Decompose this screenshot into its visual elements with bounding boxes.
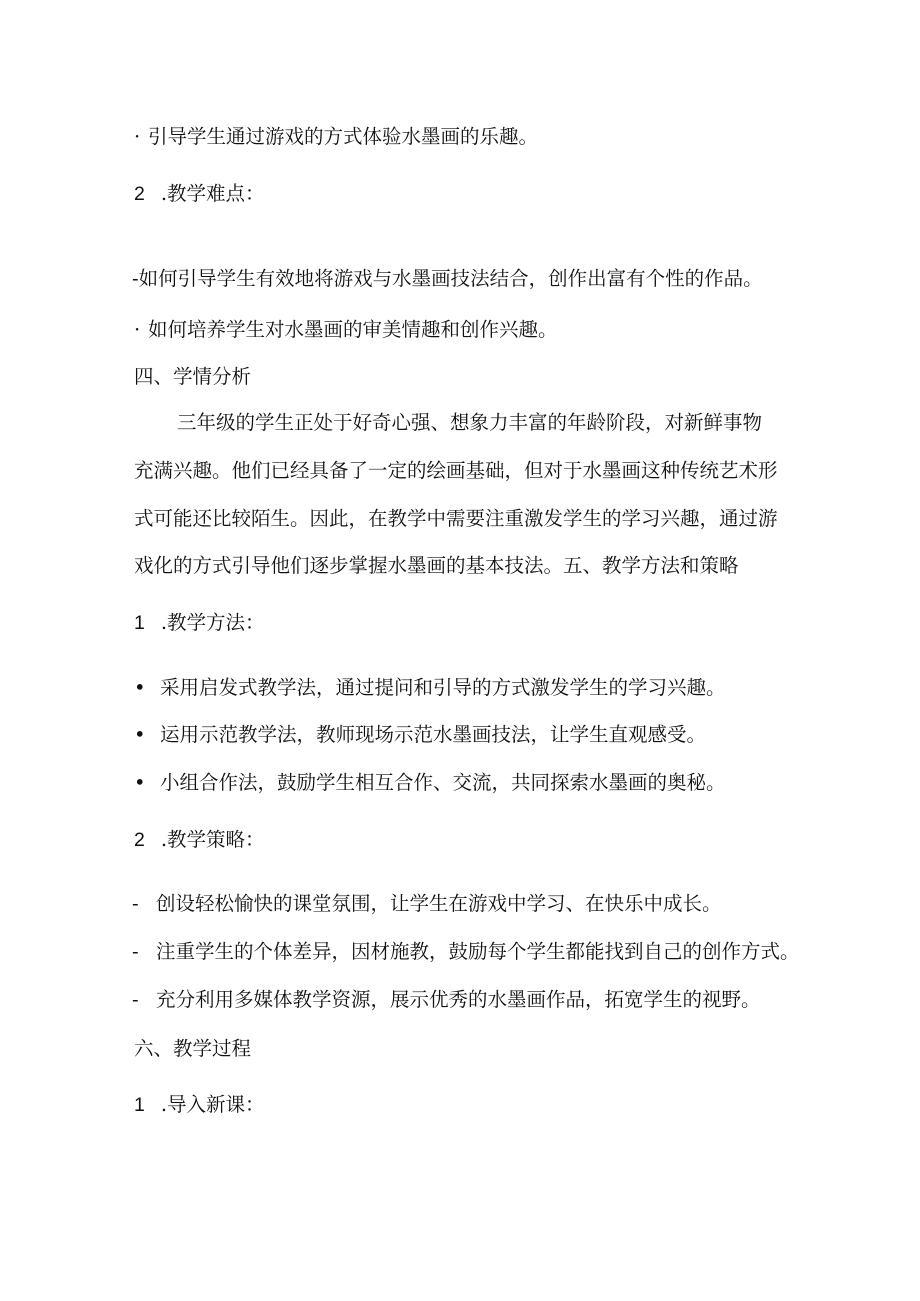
line-text: 充分利用多媒体教学资源，展示优秀的水墨画作品，拓宽学生的视野。 <box>156 988 761 1011</box>
line-text: 小组合作法，鼓励学生相互合作、交流，共同探索水墨画的奥秘。 <box>160 771 726 794</box>
dash-marker: - <box>132 892 139 915</box>
bullet-line <box>134 722 706 748</box>
subheading-new-lesson <box>134 1092 265 1118</box>
line-text: 充满兴趣。他们已经具备了一定的绘画基础，但对于水墨画这种传统艺术形 <box>134 459 778 482</box>
bullet-marker: • <box>134 676 146 699</box>
dash-marker: - <box>132 267 139 290</box>
line-text: .导入新课： <box>160 1093 265 1116</box>
line-text: 采用启发式教学法，通过提问和引导的方式激发学生的学习兴趣。 <box>160 676 726 699</box>
line-text: 戏化的方式引导他们逐步掌握水墨画的基本技法。五、教学方法和策略 <box>134 554 739 577</box>
paragraph-line <box>177 410 762 436</box>
line-text: 如何引导学生有效地将游戏与水墨画技法结合，创作出富有个性的作品。 <box>138 267 763 290</box>
bullet-marker: • <box>134 723 146 746</box>
line-text: 引导学生通过游戏的方式体验水墨画的乐趣。 <box>148 125 539 148</box>
line-text: .教学策略： <box>160 828 265 851</box>
line-text: 创设轻松愉快的课堂氛围，让学生在游戏中学习、在快乐中成长。 <box>156 892 722 915</box>
paragraph-line <box>134 553 739 579</box>
bullet-line <box>134 770 726 796</box>
bullet-marker: · <box>134 318 141 341</box>
line-text: 运用示范教学法，教师现场示范水墨画技法，让学生直观感受。 <box>160 723 707 746</box>
section-number: 1 <box>134 1094 145 1116</box>
dash-line <box>132 266 763 292</box>
line-text: 如何培养学生对水墨画的审美情趣和创作兴趣。 <box>148 318 558 341</box>
bullet-line <box>134 675 726 701</box>
line-text: 六、教学过程 <box>134 1037 252 1060</box>
paragraph-line <box>134 506 778 532</box>
section-number: 1 <box>134 612 145 634</box>
line-text: 式可能还比较陌生。因此，在教学中需要注重激发学生的学习兴趣，通过游 <box>134 507 778 530</box>
bullet-line <box>134 317 558 343</box>
line-text: 四、学情分析 <box>134 365 252 388</box>
bullet-marker: • <box>134 771 146 794</box>
dash-line <box>132 891 722 917</box>
dash-line <box>132 987 761 1013</box>
dash-marker: - <box>132 988 139 1011</box>
subheading-teaching-difficulties <box>134 181 265 207</box>
subheading-teaching-strategies <box>134 827 265 853</box>
subheading-teaching-methods <box>134 610 265 636</box>
line-text: .教学难点： <box>160 182 265 205</box>
dash-marker: - <box>132 940 139 963</box>
section-heading-teaching-process <box>134 1036 251 1062</box>
bullet-marker: · <box>134 125 141 148</box>
section-number: 2 <box>134 829 145 851</box>
line-text: 注重学生的个体差异，因材施教，鼓励每个学生都能找到自己的创作方式。 <box>156 940 800 963</box>
section-heading-student-analysis <box>134 364 251 390</box>
line-text: 三年级的学生正处于好奇心强、想象力丰富的年龄阶段，对新鲜事物 <box>177 411 763 434</box>
section-number: 2 <box>134 183 145 205</box>
paragraph-line <box>134 458 778 484</box>
bullet-line <box>134 124 538 150</box>
dash-line <box>132 939 800 965</box>
line-text: .教学方法： <box>160 611 265 634</box>
